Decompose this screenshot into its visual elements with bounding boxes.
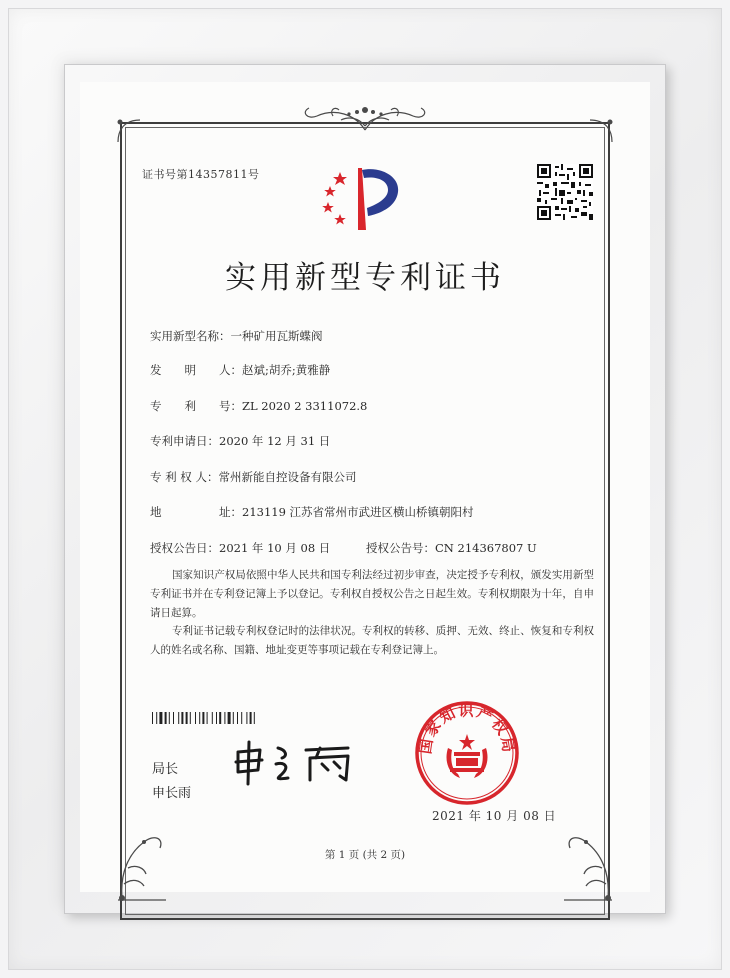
utility-model-name-row <box>150 328 323 344</box>
barcode-bar <box>254 712 255 724</box>
barcode-bar <box>195 712 196 724</box>
barcode-bar <box>212 712 213 724</box>
grant-number-row <box>366 540 537 556</box>
grant-number-label: 授权公告号： <box>366 541 435 555</box>
signer-name: 申长雨 <box>152 786 192 801</box>
barcode-bar <box>199 712 200 724</box>
barcode-bar <box>159 712 162 724</box>
grant-number-value: CN 214367807 U <box>435 541 537 555</box>
certificate-title: 实用新型专利证书 <box>225 260 505 296</box>
corner-ornament-bottom-left-icon <box>110 824 172 904</box>
barcode-bar <box>178 712 179 724</box>
legal-status-paragraph: 专利证书记载专利权登记时的法律状况。专利权的转移、质押、无效、终止、恢复和专利权人的姓名或名称、国籍、地址变更等事项记载在专利登记簿上。 <box>150 625 594 656</box>
seal-date: 2021 年 10 月 08 日 <box>432 809 557 823</box>
barcode-bar <box>246 712 247 724</box>
patentee-value: 常州新能自控设备有限公司 <box>218 470 357 484</box>
filing-date-row <box>150 433 330 449</box>
barcode-bar <box>173 712 174 724</box>
barcode-bar <box>165 712 167 724</box>
certificate-number: 证书号第14357811号 <box>142 168 260 181</box>
grant-date-value: 2021 年 10 月 08 日 <box>219 541 331 555</box>
svg-text:国家知识产权局 <box>416 702 517 756</box>
qr-code-icon <box>537 164 593 220</box>
barcode-bar <box>207 712 208 724</box>
barcode-bar <box>190 712 191 724</box>
barcode-bar <box>202 712 204 724</box>
corner-ornament-bottom-right-icon <box>558 824 620 904</box>
filing-date-value: 2020 年 12 月 31 日 <box>219 434 331 448</box>
handwritten-signature-icon <box>230 738 370 788</box>
utility-model-name-value: 一种矿用瓦斯蝶阀 <box>230 329 323 343</box>
barcode-bar <box>156 712 157 724</box>
signer-title: 局长 <box>152 762 179 777</box>
barcode-bar <box>233 712 234 724</box>
barcode-bar <box>228 712 231 724</box>
cnipa-logo-icon <box>318 164 408 236</box>
barcode-bar <box>186 712 188 724</box>
certificate-inner-border <box>125 127 605 915</box>
certificate-paper <box>80 82 650 892</box>
address-row <box>150 504 474 520</box>
barcode-bar <box>219 712 221 724</box>
filing-date-label: 专利申请日： <box>150 434 219 448</box>
top-ornament-icon <box>295 102 435 132</box>
barcode-bar <box>169 712 170 724</box>
official-seal-icon <box>414 700 520 806</box>
inventor-value: 赵斌;胡乔;黄雅静 <box>242 363 331 377</box>
utility-model-name-label: 实用新型名称： <box>150 329 231 343</box>
grant-date-label: 授权公告日： <box>150 541 219 555</box>
patent-number-row <box>150 398 367 414</box>
barcode-bar <box>237 712 238 724</box>
address-value: 213119 江苏省常州市武进区横山桥镇朝阳村 <box>242 505 474 519</box>
barcode-icon <box>152 712 302 724</box>
barcode-bar <box>250 712 252 724</box>
corner-ornament-top-left-icon <box>114 116 144 146</box>
grant-date-row <box>150 540 330 556</box>
patent-number-label: 专 利 号： <box>150 399 242 413</box>
patentee-label: 专 利 权 人： <box>150 470 219 484</box>
barcode-bar <box>216 712 217 724</box>
corner-ornament-top-right-icon <box>586 116 616 146</box>
inventor-label: 发 明 人： <box>150 363 242 377</box>
inventor-row <box>150 362 330 378</box>
page-footer: 第 1 页 (共 2 页) <box>324 849 406 861</box>
barcode-bar <box>241 712 242 724</box>
seal-text: 国家知识产权局 <box>416 701 518 756</box>
barcode-bar <box>152 712 153 724</box>
address-label: 地 址： <box>150 505 242 519</box>
barcode-bar <box>224 712 225 724</box>
barcode-bar <box>181 712 183 724</box>
grant-statement-paragraph: 国家知识产权局依照中华人民共和国专利法经过初步审查，决定授予专利权，颁发实用新型专利证书并在专利登记簿上予以登记。专利权自授权公告之日起生效。专利权期限为十年，自申请日起算。 <box>150 569 594 619</box>
patentee-row <box>150 469 356 485</box>
patent-number-value: ZL 2020 2 3311072.8 <box>242 399 368 413</box>
